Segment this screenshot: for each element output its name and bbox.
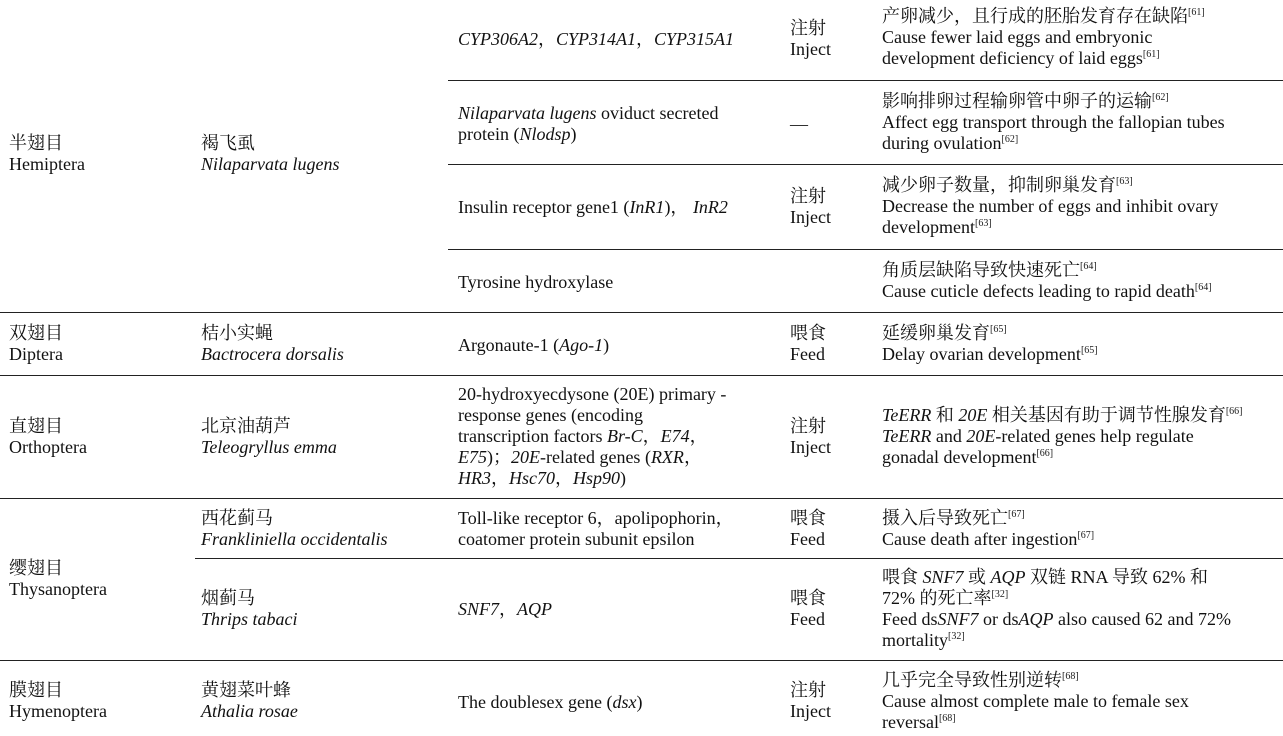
effect-line: 摄入后导致死亡[67] [882, 508, 1025, 528]
effect-line: TeERR 和 20E 相关基因有助于调节性腺发育[66] [882, 405, 1243, 425]
gene-line: transcription factors Br-C，E74， [458, 426, 708, 446]
order-cn: 半翅目 [9, 133, 63, 153]
effect-line: gonadal development[66] [882, 447, 1054, 467]
species-cell [201, 323, 344, 365]
effect-cell [882, 260, 1212, 302]
gene-line: 20-hydroxyecdysone (20E) primary - [458, 384, 727, 404]
effect-cell [882, 175, 1218, 238]
method-en: Inject [790, 207, 831, 227]
gene-cell [458, 692, 642, 713]
effect-line: Delay ovarian development[65] [882, 344, 1098, 364]
gene-cell [458, 197, 728, 218]
row-divider [0, 312, 1283, 313]
effect-line: 喂食 SNF7 或 AQP 双链 RNA 导致 62% 和 [882, 567, 1209, 587]
gene-cell [458, 599, 552, 620]
gene-cell [458, 384, 726, 489]
method-cn: 注射 [790, 680, 826, 700]
method-en: Inject [790, 437, 831, 457]
gene-cell [458, 508, 734, 550]
method-cell [790, 186, 831, 228]
species-cn: 烟蓟马 [201, 588, 255, 608]
order-cell [9, 680, 107, 722]
gene-line: The doublesex gene (dsx) [458, 692, 643, 712]
order-cn: 直翅目 [9, 416, 63, 436]
gene-line: HR3，Hsc70，Hsp90) [458, 468, 627, 488]
method-cn: 注射 [790, 186, 826, 206]
method-cell [790, 114, 808, 135]
species-cell [201, 133, 340, 175]
gene-line: SNF7，AQP [458, 599, 553, 619]
order-cn: 缨翅目 [9, 558, 63, 578]
effect-cell [882, 567, 1231, 651]
species-en: Frankliniella occidentalis [201, 529, 388, 549]
gene-line: coatomer protein subunit epsilon [458, 529, 695, 549]
gene-line: Nilaparvata lugens oviduct secreted [458, 103, 719, 123]
effect-cell [882, 91, 1225, 154]
effect-line: reversal[68] [882, 712, 956, 732]
effect-line: 延缓卵巢发育[65] [882, 323, 1007, 343]
gene-line: response genes (encoding [458, 405, 643, 425]
method-cell [790, 680, 831, 722]
effect-cell [882, 323, 1098, 365]
effect-line: 减少卵子数量，抑制卵巢发育[63] [882, 175, 1133, 195]
order-en: Hemiptera [9, 154, 85, 174]
method-en: Inject [790, 39, 831, 59]
effect-cell [882, 405, 1243, 468]
order-cn: 双翅目 [9, 323, 63, 343]
row-divider [195, 558, 1283, 559]
effect-cell [882, 508, 1094, 550]
effect-line: 角质层缺陷导致快速死亡[64] [882, 260, 1097, 280]
gene-line: Insulin receptor gene1 (InR1)， InR2 [458, 197, 728, 217]
order-cell [9, 133, 85, 175]
gene-cell [458, 103, 718, 145]
order-cell [9, 323, 63, 365]
method-en: Feed [790, 344, 825, 364]
effect-line: Cause death after ingestion[67] [882, 529, 1095, 549]
order-en: Hymenoptera [9, 701, 107, 721]
gene-line: CYP306A2，CYP314A1，CYP315A1 [458, 29, 735, 49]
row-divider [0, 498, 1283, 499]
effect-line: 产卵减少，且行成的胚胎发育存在缺陷[61] [882, 6, 1205, 26]
order-cell [9, 558, 107, 600]
gene-line: Tyrosine hydroxylase [458, 272, 614, 292]
species-cn: 桔小实蝇 [201, 323, 273, 343]
effect-cell [882, 670, 1189, 733]
gene-line: protein (Nlodsp) [458, 124, 577, 144]
method-cn: 喂食 [790, 508, 826, 528]
species-cell [201, 680, 298, 722]
species-en: Athalia rosae [201, 701, 298, 721]
species-cn: 褐飞虱 [201, 133, 255, 153]
effect-line: mortality[32] [882, 630, 965, 650]
species-cn: 北京油葫芦 [201, 416, 291, 436]
effect-line: 72% 的死亡率[32] [882, 588, 1009, 608]
gene-line: Argonaute-1 (Ago-1) [458, 335, 610, 355]
row-divider [448, 249, 1283, 250]
effect-line: 影响排卵过程输卵管中卵子的运输[62] [882, 91, 1169, 111]
method-dash: — [790, 114, 808, 134]
method-cn: 注射 [790, 18, 826, 38]
order-cn: 膜翅目 [9, 680, 63, 700]
effect-cell [882, 6, 1205, 69]
species-cn: 黄翅菜叶蜂 [201, 680, 291, 700]
species-cn: 西花蓟马 [201, 508, 273, 528]
species-en: Bactrocera dorsalis [201, 344, 344, 364]
effect-line: during ovulation[62] [882, 133, 1019, 153]
order-en: Thysanoptera [9, 579, 107, 599]
effect-line: Feed dsSNF7 or dsAQP also caused 62 and 72% [882, 609, 1231, 629]
method-cell [790, 508, 826, 550]
method-cn: 喂食 [790, 323, 826, 343]
method-en: Inject [790, 701, 831, 721]
effect-line: Cause almost complete male to female sex [882, 691, 1189, 711]
species-en: Teleogryllus emma [201, 437, 337, 457]
method-cell [790, 588, 826, 630]
row-divider [448, 164, 1283, 165]
effect-line: Decrease the number of eggs and inhibit ovary [882, 196, 1219, 216]
gene-line: E75)；20E-related genes (RXR， [458, 447, 702, 467]
species-cell [201, 416, 337, 458]
method-cn: 注射 [790, 416, 826, 436]
gene-cell [458, 272, 613, 293]
method-en: Feed [790, 529, 825, 549]
species-en: Nilaparvata lugens [201, 154, 340, 174]
gene-cell [458, 29, 734, 50]
species-en: Thrips tabaci [201, 609, 298, 629]
effect-line: 几乎完全导致性别逆转[68] [882, 670, 1079, 690]
effect-line: development deficiency of laid eggs[61] [882, 48, 1160, 68]
effect-line: Affect egg transport through the fallopian tubes [882, 112, 1225, 132]
gene-line: Toll-like receptor 6，apolipophorin， [458, 508, 734, 528]
effect-line: TeERR and 20E-related genes help regulate [882, 426, 1194, 446]
method-cn: 喂食 [790, 588, 826, 608]
effect-line: development[63] [882, 217, 992, 237]
method-cell [790, 323, 826, 365]
effect-line: Cause cuticle defects leading to rapid death[64] [882, 281, 1212, 301]
row-divider [448, 80, 1283, 81]
gene-cell [458, 335, 609, 356]
method-en: Feed [790, 609, 825, 629]
method-cell [790, 18, 831, 60]
order-en: Orthoptera [9, 437, 87, 457]
effect-line: Cause fewer laid eggs and embryonic [882, 27, 1153, 47]
row-divider [0, 375, 1283, 376]
method-cell [790, 416, 831, 458]
row-divider [0, 660, 1283, 661]
order-en: Diptera [9, 344, 63, 364]
species-cell [201, 508, 387, 550]
order-cell [9, 416, 87, 458]
species-cell [201, 588, 298, 630]
